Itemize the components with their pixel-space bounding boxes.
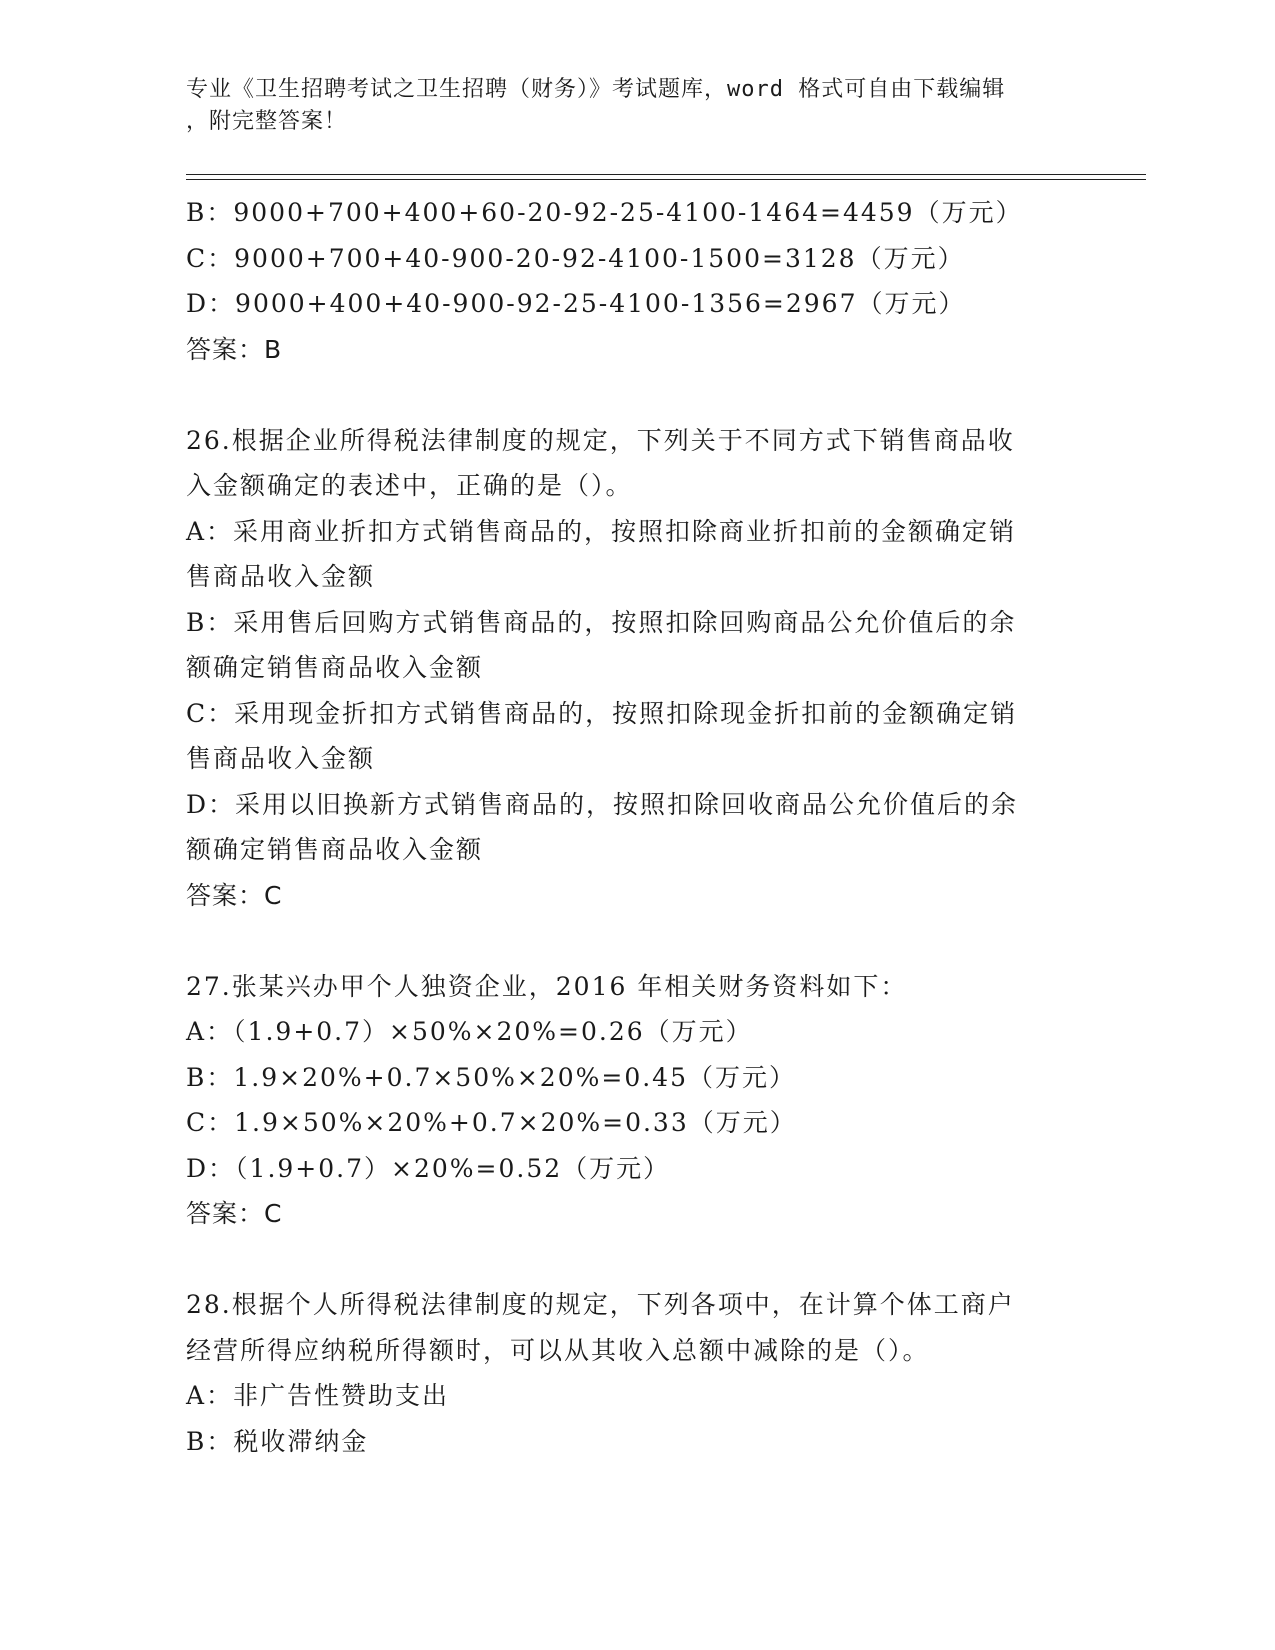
spacer bbox=[186, 1237, 1066, 1283]
option-b: B：采用售后回购方式销售商品的，按照扣除回购商品公允价值后的余 bbox=[186, 607, 1017, 637]
question-27 bbox=[186, 964, 1066, 1237]
header-line-2: ，附完整答案！ bbox=[186, 109, 348, 134]
option-b: B：9000+700+400+60-20-92-25-4100-1464=4459（万元） bbox=[186, 198, 1023, 227]
option-d: D：9000+400+40-900-92-25-4100-1356=2967（万元） bbox=[186, 289, 966, 318]
question-stem-line: 28.根据个人所得税法律制度的规定，下列各项中，在计算个体工商户 bbox=[186, 1290, 1015, 1319]
option-b-continued: 额确定销售商品收入金额 bbox=[186, 653, 484, 682]
question-28 bbox=[186, 1282, 1066, 1464]
answer-label: 答案：C bbox=[186, 1199, 283, 1228]
option-d-continued: 额确定销售商品收入金额 bbox=[186, 835, 484, 864]
option-c: C：采用现金折扣方式销售商品的，按照扣除现金折扣前的金额确定销 bbox=[186, 698, 1018, 728]
question-26 bbox=[186, 418, 1066, 919]
option-d: D：采用以旧换新方式销售商品的，按照扣除回收商品公允价值后的余 bbox=[186, 789, 1019, 819]
option-c: C：1.9×50%×20%+0.7×20%=0.33（万元） bbox=[186, 1108, 797, 1137]
question-stem-line: 27.张某兴办甲个人独资企业，2016 年相关财务资料如下： bbox=[186, 971, 908, 1001]
option-a: A：采用商业折扣方式销售商品的，按照扣除商业折扣前的金额确定销 bbox=[186, 516, 1017, 546]
question-25-tail bbox=[186, 190, 1066, 372]
option-a: A：（1.9+0.7）×50%×20%=0.26（万元） bbox=[186, 1017, 753, 1046]
question-stem-line: 经营所得应纳税所得额时，可以从其收入总额中减除的是（）。 bbox=[186, 1335, 930, 1365]
header-divider-top bbox=[186, 174, 1146, 175]
answer-label: 答案：B bbox=[186, 334, 283, 364]
option-b: B：1.9×20%+0.7×50%×20%=0.45（万元） bbox=[186, 1062, 796, 1092]
question-stem-line: 26.根据企业所得税法律制度的规定，下列关于不同方式下销售商品收 bbox=[186, 425, 1015, 455]
header-divider-bottom bbox=[186, 179, 1146, 180]
option-c: C：9000+700+40-900-20-92-4100-1500=3128（万元） bbox=[186, 243, 965, 273]
option-c-continued: 售商品收入金额 bbox=[186, 744, 376, 773]
header-line-1: 专业《卫生招聘考试之卫生招聘（财务）》考试题库，word 格式可自由下载编辑 bbox=[186, 77, 1006, 102]
option-d: D：（1.9+0.7）×20%=0.52（万元） bbox=[186, 1153, 671, 1183]
spacer bbox=[186, 918, 1066, 964]
option-a: A：非广告性赞助支出 bbox=[186, 1381, 450, 1410]
document-header bbox=[186, 74, 1066, 138]
question-stem-line: 入金额确定的表述中，正确的是（）。 bbox=[186, 471, 633, 500]
answer-label: 答案：C bbox=[186, 880, 283, 910]
option-a-continued: 售商品收入金额 bbox=[186, 562, 376, 591]
spacer bbox=[186, 372, 1066, 418]
option-b: B：税收滞纳金 bbox=[186, 1426, 369, 1456]
question-content bbox=[186, 190, 1066, 1464]
